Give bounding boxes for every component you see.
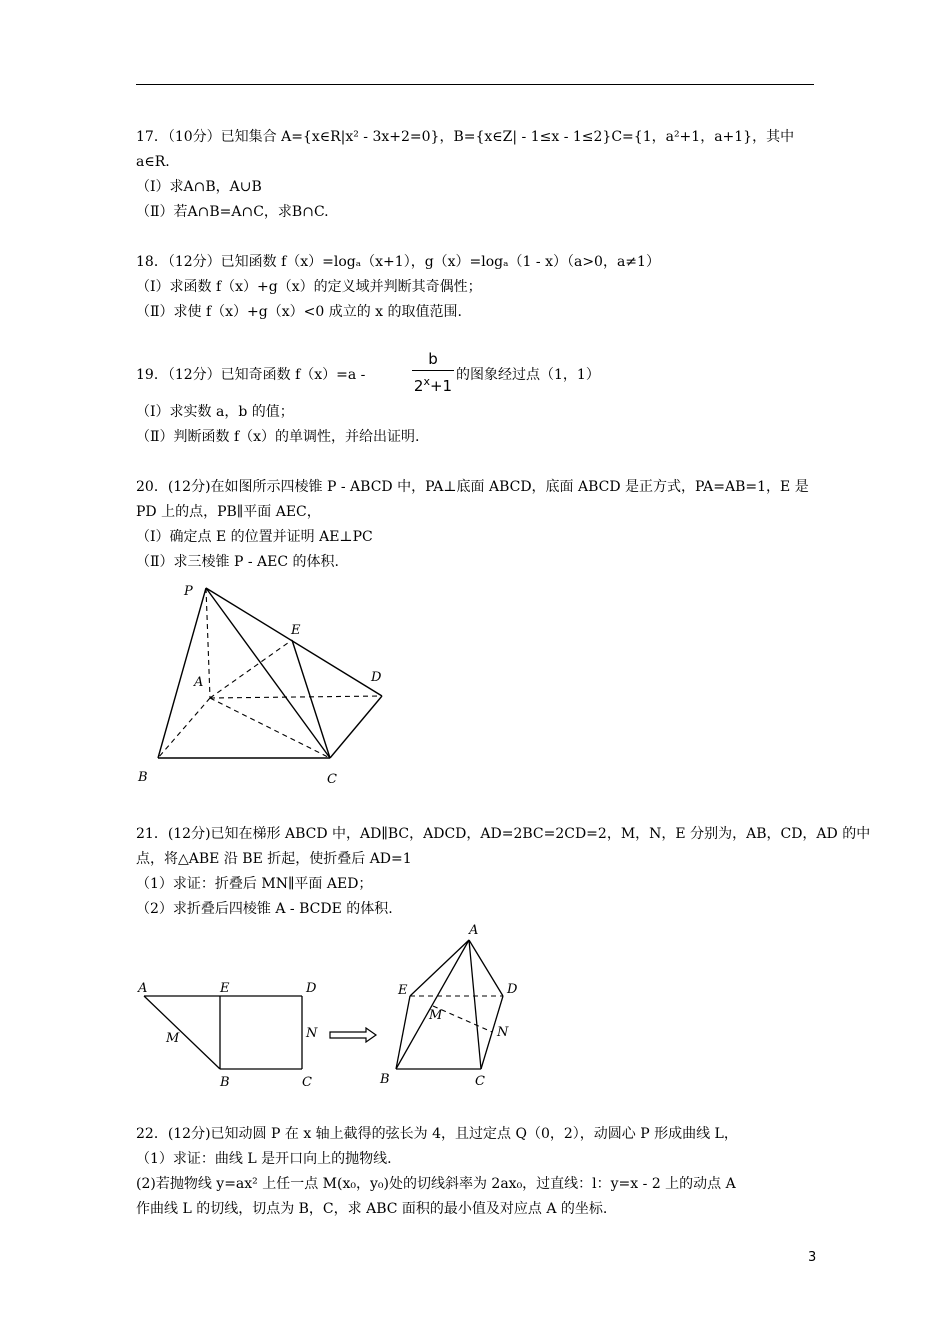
- q18-part1: （Ⅰ）求函数 f（x）+g（x）的定义域并判断其奇偶性；: [136, 279, 482, 295]
- edge-AB: [396, 940, 469, 1069]
- label-E: E: [220, 981, 230, 996]
- label-A: A: [194, 675, 204, 690]
- q18-line1: 18．（12分）已知函数 f（x）=logₐ（x+1），g（x）=logₐ（1 - x）（a>0，a≠1）: [136, 254, 660, 270]
- q20-pyramid-figure: [130, 578, 400, 788]
- q20-part2: （Ⅱ）求三棱锥 P - AEC 的体积.: [136, 554, 339, 570]
- q18-part2: （Ⅱ）求使 f（x）+g（x）<0 成立的 x 的取值范围.: [136, 304, 462, 320]
- fold-arrow: [328, 1027, 378, 1043]
- q21-line2: 点，将△ABE 沿 BE 折起，使折叠后 AD=1: [136, 851, 412, 867]
- edge-PB: [158, 588, 206, 758]
- label-E: E: [291, 623, 301, 638]
- q19-prefix: 19．（12分）已知奇函数 f（x）=a -: [136, 367, 366, 383]
- label-C: C: [327, 772, 337, 787]
- label-D: D: [507, 982, 518, 997]
- q21-part1: （1）求证：折叠后 MN∥平面 AED；: [136, 876, 373, 892]
- q20-line2: PD 上的点，PB∥平面 AEC，: [136, 504, 321, 520]
- q17-line2: a∈R.: [136, 154, 170, 170]
- q22-line3: (2)若抛物线 y=ax² 上任一点 M(x₀，y₀)处的切线斜率为 2ax₀，过直线：l：y=x - 2 上的动点 A: [136, 1176, 736, 1192]
- label-C: C: [475, 1074, 485, 1089]
- q20-part1: （Ⅰ）确定点 E 的位置并证明 AE⊥PC: [136, 529, 373, 545]
- q19-part2: （Ⅱ）判断函数 f（x）的单调性，并给出证明.: [136, 429, 420, 445]
- q21-folded-figure: [375, 920, 525, 1090]
- edge-AD: [469, 940, 503, 996]
- q17-line1: 17．（10分）已知集合 A={x∈R|x² - 3x+2=0}，B={x∈Z| - 1≤x - 1≤2}C={1，a²+1，a+1}，其中: [136, 129, 795, 145]
- edge-EB: [396, 996, 410, 1069]
- label-A: A: [138, 981, 148, 996]
- q19-part1: （Ⅰ）求实数 a，b 的值；: [136, 404, 294, 420]
- label-M: M: [429, 1008, 443, 1023]
- q22-part1: （1）求证：曲线 L 是开口向上的抛物线.: [136, 1151, 392, 1167]
- label-N: N: [497, 1025, 509, 1040]
- q17-part2: （Ⅱ）若A∩B=A∩C，求B∩C.: [136, 204, 329, 220]
- label-B: B: [138, 770, 148, 785]
- q22-line4: 作曲线 L 的切线，切点为 B，C，求 ABC 面积的最小值及对应点 A 的坐标.: [136, 1201, 608, 1217]
- q19-fraction: [412, 350, 454, 395]
- q22-line1: 22．(12分)已知动圆 P 在 x 轴上截得的弦长为 4，且过定点 Q（0，2），动圆心 P 形成曲线 L，: [136, 1126, 738, 1142]
- edge-PD: [206, 588, 382, 696]
- q19-frac-bar: [412, 370, 454, 371]
- edge-AC: [210, 698, 330, 758]
- q17-part1: （Ⅰ）求A∩B，A∪B: [136, 179, 262, 195]
- page-number: 3: [808, 1250, 817, 1265]
- label-E: E: [398, 983, 408, 998]
- label-P: P: [184, 584, 193, 599]
- label-M: M: [166, 1031, 180, 1046]
- edge-PA: [206, 588, 210, 698]
- q21-line1: 21．(12分)已知在梯形 ABCD 中，AD∥BC，ADCD，AD=2BC=2CD=2，M，N，E 分别为，AB，CD，AD 的中: [136, 826, 871, 842]
- edge-AB: [144, 996, 220, 1069]
- edge-PC: [206, 588, 330, 758]
- q21-part2: （2）求折叠后四棱锥 A - BCDE 的体积.: [136, 901, 393, 917]
- label-A: A: [469, 923, 479, 938]
- edge-CD: [330, 696, 382, 758]
- q19-frac-numerator: b: [428, 350, 438, 368]
- q21-trapezoid-figure: [130, 975, 330, 1090]
- label-B: B: [220, 1075, 230, 1090]
- label-N: N: [306, 1026, 318, 1041]
- edge-EC: [292, 640, 330, 758]
- q20-line1: 20．(12分)在如图所示四棱锥 P - ABCD 中，PA⊥底面 ABCD，底面 ABCD 是正方式，PA=AB=1，E 是: [136, 479, 809, 495]
- edge-AC: [469, 940, 481, 1069]
- edge-AD: [210, 696, 382, 698]
- q19-suffix: 的图象经过点（1，1）: [456, 367, 600, 383]
- label-B: B: [380, 1072, 390, 1087]
- label-D: D: [371, 670, 382, 685]
- edge-AE: [410, 940, 469, 996]
- header-rule: [136, 84, 814, 85]
- q19-frac-denominator: $2^x+1$: [413, 375, 453, 395]
- label-D: D: [306, 981, 317, 996]
- label-C: C: [302, 1075, 312, 1090]
